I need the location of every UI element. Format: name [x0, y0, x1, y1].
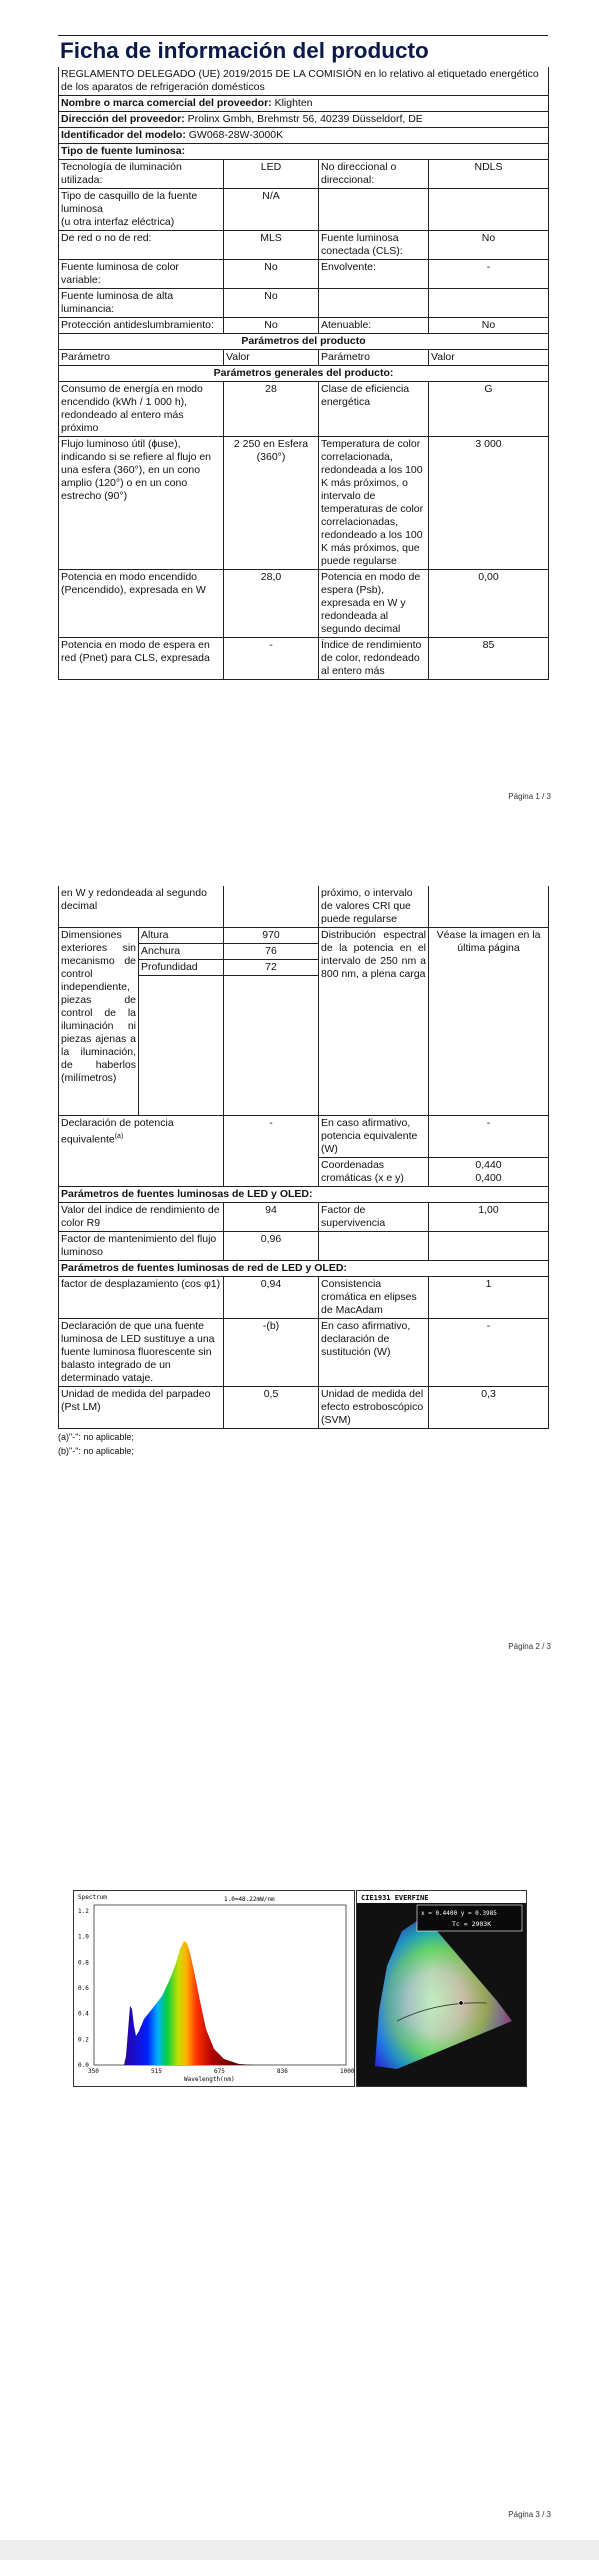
param-value-left: 0,5	[224, 1387, 319, 1429]
cont-v2	[429, 886, 549, 928]
spectral-value: Véase la imagen en la última página	[429, 928, 549, 1116]
param-label-left: factor de desplazamiento (cos φ1)	[59, 1277, 224, 1319]
light-source-type-label: Tipo de fuente luminosa:	[59, 144, 549, 160]
param-value-left: 2 250 en Esfera (360°)	[224, 437, 319, 570]
param-label-left: Consumo de energía en modo encendido (kWh / 1 000 h), redondeado al entero más próximo	[59, 382, 224, 437]
supplier-name-row	[59, 96, 549, 112]
spectrum-ylabel: Spectrum	[78, 1894, 107, 1901]
y-tick-label: 0.6	[78, 1985, 89, 1992]
param-label-left: Fuente luminosa de color variable:	[59, 260, 224, 289]
col-param-1: Parámetro	[59, 350, 224, 366]
chroma-label: Coordenadas cromáticas (x e y)	[319, 1158, 429, 1187]
equiv-k2: En caso afirmativo, potencia equivalente (W)	[319, 1116, 429, 1158]
dim-name: Profundidad	[139, 960, 224, 976]
general-params-heading: Parámetros generales del producto:	[59, 366, 549, 382]
cie-plot	[357, 1891, 526, 2086]
x-tick-label: 1000	[340, 2068, 354, 2075]
param-label-right: Índice de rendimiento de color, redondeado al entero más	[319, 638, 429, 680]
info-table	[58, 67, 549, 680]
footnote-b: (b)"-": no aplicable;	[58, 1446, 134, 1456]
page-title: Ficha de información del producto	[58, 35, 548, 67]
col-value-2: Valor	[429, 350, 549, 366]
table-row	[59, 638, 549, 680]
param-label-left: Protección antideslumbramiento:	[59, 318, 224, 334]
param-value-left: 0,96	[224, 1232, 319, 1261]
param-label-left: Valor del índice de rendimiento de color R9	[59, 1203, 224, 1232]
param-label-left: Declaración de que una fuente luminosa de LED sustituye a una fuente luminosa fluorescente sin balasto integrado de un determinado vataje.	[59, 1319, 224, 1387]
model-id: GW068-28W-3000K	[188, 129, 284, 141]
param-label-right: Envolvente:	[319, 260, 429, 289]
y-tick-label: 0.4	[78, 2010, 89, 2018]
cie-header: CIE1931 EVERFINE	[361, 1894, 429, 1902]
cont-k2: próximo, o intervalo de valores CRI que puede regularse	[319, 886, 429, 928]
table-row	[59, 1387, 549, 1429]
supplier-address-label: Dirección del proveedor:	[61, 113, 185, 125]
page-number: Página 2 / 3	[508, 1642, 551, 1651]
param-label-right: Potencia en modo de espera (Psb), expresada en W y redondeada al segundo decimal	[319, 570, 429, 638]
param-value-right: 0,00	[429, 570, 549, 638]
spectrum-header: 1.0=48.22mW/nm	[224, 1896, 275, 1903]
dim-blank-value	[224, 976, 319, 1116]
dim-value: 76	[224, 944, 319, 960]
table-row	[59, 289, 549, 318]
param-label-left: Potencia en modo encendido (Pencendido), expresada en W	[59, 570, 224, 638]
table-row	[59, 1277, 549, 1319]
product-params-heading: Parámetros del producto	[59, 334, 549, 350]
y-tick-label: 1.2	[78, 1908, 89, 1915]
table-row	[59, 231, 549, 260]
model-label: Identificador del modelo:	[61, 129, 186, 141]
cont-v1	[224, 886, 319, 928]
param-value-right	[429, 189, 549, 231]
equiv-label: Declaración de potencia equivalente	[61, 1117, 174, 1146]
param-label-right: Temperatura de color correlacionada, redondeada a los 100 K más próximos, o intervalo de temperaturas de color correlacionadas, redondeado a los 100 K más próximos, que puede regularse	[319, 437, 429, 570]
col-value-1: Valor	[224, 350, 319, 366]
info-table-continued	[58, 886, 549, 1429]
param-value-right: 1	[429, 1277, 549, 1319]
param-value-right: -	[429, 260, 549, 289]
param-value-right: -	[429, 1319, 549, 1387]
spectrum-figure	[73, 1890, 355, 2087]
table-row	[59, 160, 549, 189]
cie-figure	[356, 1890, 527, 2087]
table-row	[59, 1203, 549, 1232]
param-label-left: Potencia en modo de espera en red (Pnet) para CLS, expresada	[59, 638, 224, 680]
table-row	[59, 1319, 549, 1387]
param-value-left: LED	[224, 160, 319, 189]
param-label-right: Consistencia cromática en elipses de MacAdam	[319, 1277, 429, 1319]
x-tick-label: 350	[88, 2068, 99, 2075]
equiv-sup: (a)	[114, 1133, 124, 1140]
product-sheet	[58, 35, 548, 680]
param-value-right: 3 000	[429, 437, 549, 570]
param-label-left: Flujo luminoso útil (ɸuse), indicando si se refiere al flujo en una esfera (360°), en un cono amplio (120°) o en un cono estrecho (90°)	[59, 437, 224, 570]
param-label-right: No direccional o direccional:	[319, 160, 429, 189]
param-value-left: No	[224, 318, 319, 334]
param-label-right: Fuente luminosa conectada (CLS):	[319, 231, 429, 260]
cie-point	[459, 2001, 463, 2005]
dim-value: 72	[224, 960, 319, 976]
col-param-2: Parámetro	[319, 350, 429, 366]
table-row	[59, 570, 549, 638]
supplier-name: Klighten	[274, 97, 313, 109]
table-row	[59, 260, 549, 289]
bottom-bar	[0, 2540, 599, 2560]
param-value-left: -(b)	[224, 1319, 319, 1387]
supplier-address-row	[59, 112, 549, 128]
dim-name: Anchura	[139, 944, 224, 960]
x-tick-label: 836	[277, 2068, 288, 2075]
mains-heading: Parámetros de fuentes luminosas de red de LED y OLED:	[59, 1261, 549, 1277]
param-value-left: 28,0	[224, 570, 319, 638]
param-label-right: Atenuable:	[319, 318, 429, 334]
led-heading: Parámetros de fuentes luminosas de LED y OLED:	[59, 1187, 549, 1203]
spectral-label: Distribución espectral de la potencia en el intervalo de 250 nm a 800 nm, a plena carga	[319, 928, 429, 1116]
page-number: Página 3 / 3	[508, 2510, 551, 2519]
dim-value: 970	[224, 928, 319, 944]
param-label-right: En caso afirmativo, declaración de sustitución (W)	[319, 1319, 429, 1387]
param-value-right: G	[429, 382, 549, 437]
param-label-right: Unidad de medida del efecto estroboscópico (SVM)	[319, 1387, 429, 1429]
page-3	[0, 1720, 599, 2540]
param-value-left: 0,94	[224, 1277, 319, 1319]
param-label-right: Clase de eficiencia energética	[319, 382, 429, 437]
param-label-left: De red o no de red:	[59, 231, 224, 260]
param-label-left: Factor de mantenimiento del flujo luminoso	[59, 1232, 224, 1261]
spectrum-xlabel: Wavelength(nm)	[184, 2076, 235, 2083]
param-label-right	[319, 1232, 429, 1261]
model-row	[59, 128, 549, 144]
param-value-right	[429, 289, 549, 318]
param-label-right	[319, 289, 429, 318]
param-value-left: 94	[224, 1203, 319, 1232]
y-tick-label: 0.2	[78, 2036, 89, 2044]
param-value-left: No	[224, 289, 319, 318]
x-tick-label: 515	[151, 2068, 162, 2075]
page-1	[0, 0, 599, 820]
equiv-v2: -	[429, 1116, 549, 1158]
product-sheet-continued	[58, 886, 548, 1457]
chroma-value: 0,440 0,400	[429, 1158, 549, 1187]
page-number: Página 1 / 3	[508, 792, 551, 801]
x-tick-label: 675	[214, 2068, 225, 2075]
cont-k1: en W y redondeada al segundo decimal	[59, 886, 224, 928]
param-label-right: Factor de supervivencia	[319, 1203, 429, 1232]
equiv-cell	[59, 1116, 224, 1187]
cie-tc: Tc = 2903K	[452, 1920, 492, 1928]
regulation-text: REGLAMENTO DELEGADO (UE) 2019/2015 DE LA COMISIÓN en lo relativo al etiquetado energético de los aparatos de refrigeración domésticos	[59, 67, 549, 96]
footnote-a: (a)"-": no aplicable;	[58, 1432, 134, 1442]
equiv-value: -	[224, 1116, 319, 1187]
supplier-address: Prolinx Gmbh, Brehmstr 56, 40239 Düsseldorf, DE	[187, 113, 423, 125]
param-value-right: 85	[429, 638, 549, 680]
table-row	[59, 189, 549, 231]
dim-name: Altura	[139, 928, 224, 944]
param-label-left: Unidad de medida del parpadeo (Pst LM)	[59, 1387, 224, 1429]
param-label-left: Tecnología de iluminación utilizada:	[59, 160, 224, 189]
table-row	[59, 437, 549, 570]
figures	[73, 1890, 525, 2085]
param-value-left: No	[224, 260, 319, 289]
table-row	[59, 382, 549, 437]
y-tick-label: 1.0	[78, 1933, 89, 1941]
param-value-left: 28	[224, 382, 319, 437]
param-label-left: Fuente luminosa de alta luminancia:	[59, 289, 224, 318]
cie-readout: x = 0.4400 y = 0.3985	[421, 1910, 497, 1917]
supplier-name-label: Nombre o marca comercial del proveedor:	[61, 97, 272, 109]
param-label-right	[319, 189, 429, 231]
page-2	[0, 860, 599, 1670]
dim-blank	[139, 976, 224, 1116]
param-value-left: N/A	[224, 189, 319, 231]
spectrum-plot	[74, 1891, 354, 2086]
table-row	[59, 318, 549, 334]
param-value-right: 0,3	[429, 1387, 549, 1429]
param-value-right: NDLS	[429, 160, 549, 189]
param-value-right: No	[429, 231, 549, 260]
y-tick-label: 0.0	[78, 2062, 89, 2069]
param-value-left: MLS	[224, 231, 319, 260]
param-value-right: No	[429, 318, 549, 334]
table-row	[59, 1232, 549, 1261]
param-value-left: -	[224, 638, 319, 680]
param-value-right: 1,00	[429, 1203, 549, 1232]
dimensions-label: Dimensiones exteriores sin mecanismo de control independiente, piezas de control de la iluminación ni piezas ajenas a la iluminación, de haberlos (milímetros)	[59, 928, 139, 1116]
param-value-right	[429, 1232, 549, 1261]
param-label-left: Tipo de casquillo de la fuente luminosa (u otra interfaz eléctrica)	[59, 189, 224, 231]
y-tick-label: 0.8	[78, 1959, 89, 1967]
